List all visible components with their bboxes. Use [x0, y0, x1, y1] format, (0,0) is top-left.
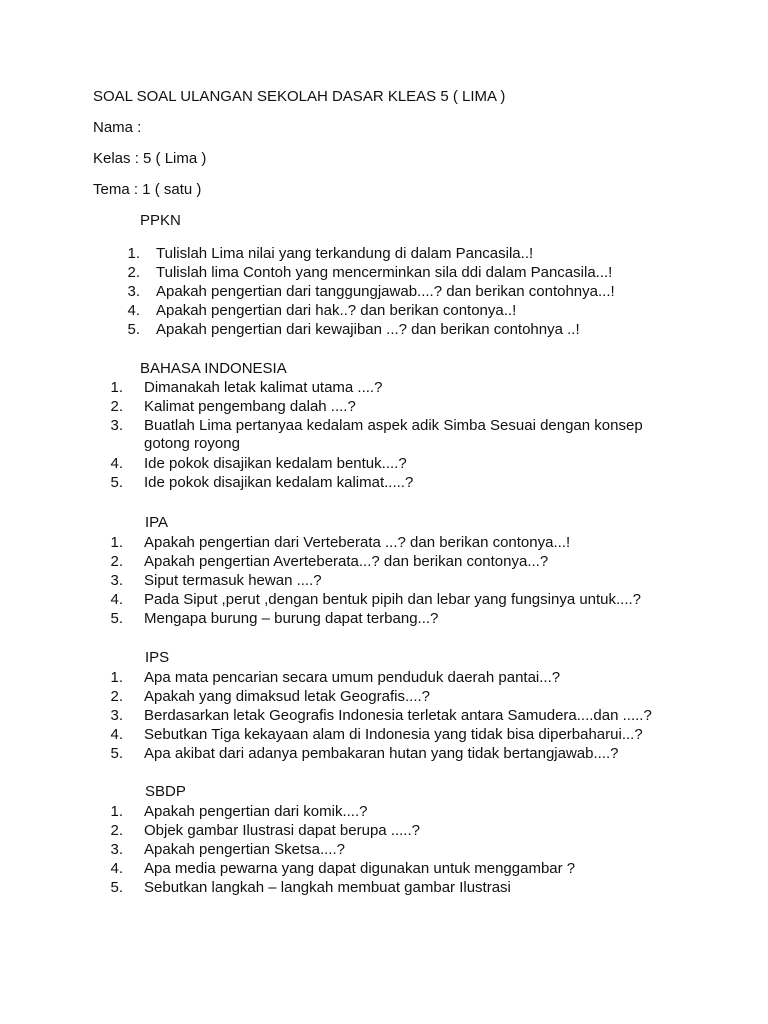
list-item: 1. Apakah pengertian dari Verteberata ...? dan berikan contonya...!: [110, 534, 571, 551]
section-title-ips: IPS: [145, 649, 170, 666]
list-item: 3. Apakah pengertian dari tanggungjawab....? dan berikan contohnya...!: [127, 283, 615, 300]
question-list-ips: [95, 669, 695, 764]
list-item: 5. Apakah pengertian dari kewajiban ...? dan berikan contohnya ..!: [127, 321, 580, 338]
list-item: 2. Tulislah lima Contoh yang mencerminkan sila ddi dalam Pancasila...!: [127, 264, 613, 281]
section-title-ipa: IPA: [145, 514, 169, 531]
list-item: 5. Mengapa burung – burung dapat terbang...?: [110, 610, 439, 627]
section-title-bahasa-indonesia: BAHASA INDONESIA: [140, 360, 287, 377]
list-item: 4. Apakah pengertian dari hak..? dan berikan contonya..!: [127, 302, 517, 319]
list-item: 5. Sebutkan langkah – langkah membuat gambar Ilustrasi: [110, 879, 511, 896]
list-item: 1. Apa mata pencarian secara umum penduduk daerah pantai...?: [110, 669, 561, 686]
list-item: 2. Apakah pengertian Averteberata...? dan berikan contonya...?: [110, 553, 549, 570]
list-item: 3. Buatlah Lima pertanyaa kedalam aspek adik Simba Sesuai dengan konsep gotong royong: [110, 417, 643, 452]
nama-field: Nama :: [93, 119, 142, 136]
list-item: 4. Ide pokok disajikan kedalam bentuk....?: [110, 455, 407, 472]
tema-field: Tema : 1 ( satu ): [93, 181, 202, 198]
question-list-sbdp: [95, 803, 695, 898]
list-item: 4. Pada Siput ,perut ,dengan bentuk pipih dan lebar yang fungsinya untuk....?: [110, 591, 642, 608]
list-item: 1. Tulislah Lima nilai yang terkandung di dalam Pancasila..!: [127, 245, 534, 262]
list-item: 5. Ide pokok disajikan kedalam kalimat.....?: [110, 474, 414, 491]
list-item: 3. Apakah pengertian Sketsa....?: [110, 841, 345, 858]
list-item: 4. Sebutkan Tiga kekayaan alam di Indonesia yang tidak bisa diperbaharui...?: [110, 726, 643, 743]
section-title-sbdp: SBDP: [145, 783, 186, 800]
question-list-ipa: [95, 534, 695, 629]
list-item: 2. Kalimat pengembang dalah ....?: [110, 398, 356, 415]
list-item: 4. Apa media pewarna yang dapat digunakan untuk menggambar ?: [110, 860, 576, 877]
list-item: 1. Dimanakah letak kalimat utama ....?: [110, 379, 383, 396]
list-item: 2. Apakah yang dimaksud letak Geografis....?: [110, 688, 430, 705]
list-item: 1. Apakah pengertian dari komik....?: [110, 803, 368, 820]
list-item: 5. Apa akibat dari adanya pembakaran hutan yang tidak bertangjawab....?: [110, 745, 619, 762]
question-list-ppkn: [112, 245, 672, 340]
list-item: 3. Berdasarkan letak Geografis Indonesia terletak antara Samudera....dan .....?: [110, 707, 652, 724]
document-title: SOAL SOAL ULANGAN SEKOLAH DASAR KLEAS 5 ( LIMA ): [93, 88, 506, 105]
list-item: 2. Objek gambar Ilustrasi dapat berupa .....?: [110, 822, 420, 839]
kelas-field: Kelas : 5 ( Lima ): [93, 150, 207, 167]
section-title-ppkn: PPKN: [140, 212, 181, 229]
list-item: 3. Siput termasuk hewan ....?: [110, 572, 322, 589]
question-list-bahasa-indonesia: [95, 379, 695, 493]
